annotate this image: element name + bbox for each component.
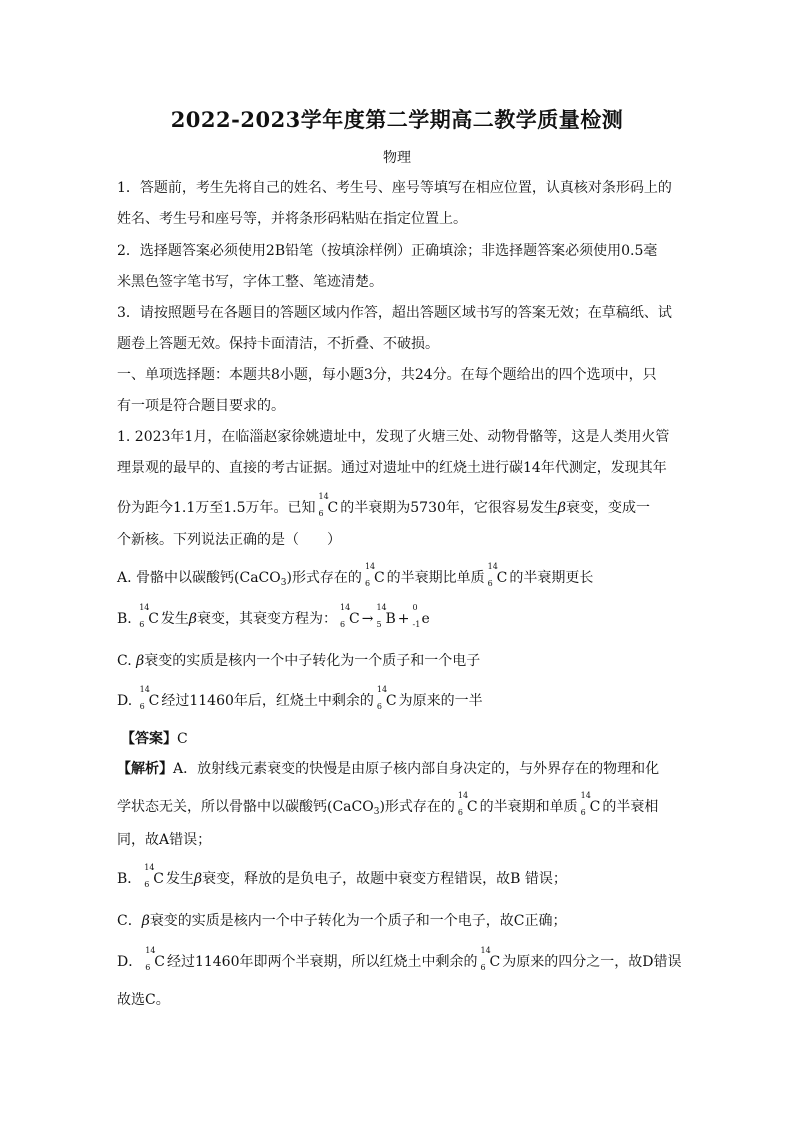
instruction-line: 2．选择题答案必须使用2B铅笔（按填涂样例）正确填涂；非选择题答案必须使用0.5毫: [117, 243, 658, 259]
section-heading: 一、单项选择题：本题共8小题，每小题3分，共24分。在每个题给出的四个选项中，只: [117, 367, 657, 383]
analysis-line: C．β衰变的实质是核内一个中子转化为一个质子和一个电子，故C正确；: [117, 913, 567, 929]
analysis-line: D． 14 6 C 经过11460年即两个半衰期，所以红烧土中剩余的 14 6 C 为原来的四分之一，故D错误: [117, 946, 682, 972]
section-heading: 有一项是符合题目要求的。: [117, 398, 285, 414]
instruction-line: 姓名、考生号和座号等，并将条形码粘贴在指定位置上。: [117, 211, 467, 227]
question-text: 份为距今1.1万至1.5万年。已知 14 6 C 的半衰期为5730年，它很容易发生β衰变，变成一: [117, 492, 650, 518]
carbon-14-nuclide: 14 6 C: [457, 791, 478, 817]
carbon-14-nuclide: 14 6 C: [376, 685, 397, 711]
option-d: D. 14 6 C 经过11460年后，红烧土中剩余的 14 6 C 为原来的一半: [117, 685, 483, 711]
analysis-line: 【解析】A．放射线元素衰变的快慢是由原子核内部自身决定的，与外界存在的物理和化: [117, 761, 660, 777]
instruction-line: 3．请按照题号在各题目的答题区域内作答，超出答题区域书写的答案无效；在草稿纸、试: [117, 305, 672, 321]
option-c: C. β衰变的实质是核内一个中子转化为一个质子和一个电子: [117, 653, 481, 669]
option-b: B. 14 6 C 发生β衰变，其衰变方程为： 14 6 C → 14 5 B + 0 -1 e: [117, 603, 430, 629]
instruction-line: 题卷上答题无效。保持卡面清洁，不折叠、不破损。: [117, 336, 439, 352]
answer-value: C: [177, 731, 188, 747]
carbon-14-nuclide: 14 6 C: [364, 562, 385, 588]
arrow-icon: →: [361, 611, 374, 627]
beta-symbol: β: [557, 500, 566, 516]
carbon-14-nuclide: 14 6 C: [139, 603, 159, 629]
analysis-line: 同，故A错误；: [117, 832, 212, 848]
carbon-14-nuclide: 14 6 C: [145, 946, 165, 972]
option-a: A. 骨骼中以碳酸钙(CaCO$_3$)形式存在的 14 6 C 的半衰期比单质 14 6 C 的半衰期更长: [117, 562, 594, 588]
question-text: 1. 2023年1月，在临淄赵家徐姚遗址中，发现了火塘三处、动物骨骼等，这是人类用火管: [117, 429, 670, 445]
carbon-14-nuclide: 14 6 C: [480, 946, 501, 972]
carbon-14-nuclide: 14 6 C: [487, 562, 508, 588]
instruction-line: 1．答题前，考生先将自己的姓名、考生号、座号等填写在相应位置，认真核对条形码上的: [117, 180, 672, 196]
carbon-14-nuclide: 14 6 C: [144, 863, 165, 889]
subject-label: 物理: [383, 150, 411, 166]
answer-line: 【答案】C: [121, 731, 188, 747]
instruction-line: 米黑色签字笔书写，字体工整、笔迹清楚。: [117, 274, 383, 290]
electron-particle: 0 -1 e: [412, 603, 430, 629]
analysis-conclusion: 故选C。: [117, 992, 170, 1008]
question-text: 理景观的最早的、直接的考古证据。通过对遗址中的红烧土进行碳14年代测定，发现其年: [117, 460, 667, 476]
analysis-line: 学状态无关，所以骨骼中以碳酸钙(CaCO$_3$)形式存在的 14 6 C 的半衰期和单质 14 6 C 的半衰相: [117, 791, 659, 817]
carbon-14-nuclide: 14 6 C: [139, 685, 160, 711]
boron-14-nuclide: 14 5 B: [376, 603, 396, 629]
carbon-14-nuclide: 14 6 C: [340, 603, 360, 629]
question-text: 个新核。下列说法正确的是（ ）: [117, 532, 341, 548]
carbon-14-nuclide: 14 6 C: [580, 791, 601, 817]
analysis-line: B． 14 6 C 发生β衰变，释放的是负电子，故题中衰变方程错误，故B 错误；: [117, 863, 567, 889]
page-title: 2022-2023学年度第二学期高二教学质量检测: [170, 107, 624, 132]
carbon-14-nuclide: 14 6 C: [318, 492, 339, 518]
